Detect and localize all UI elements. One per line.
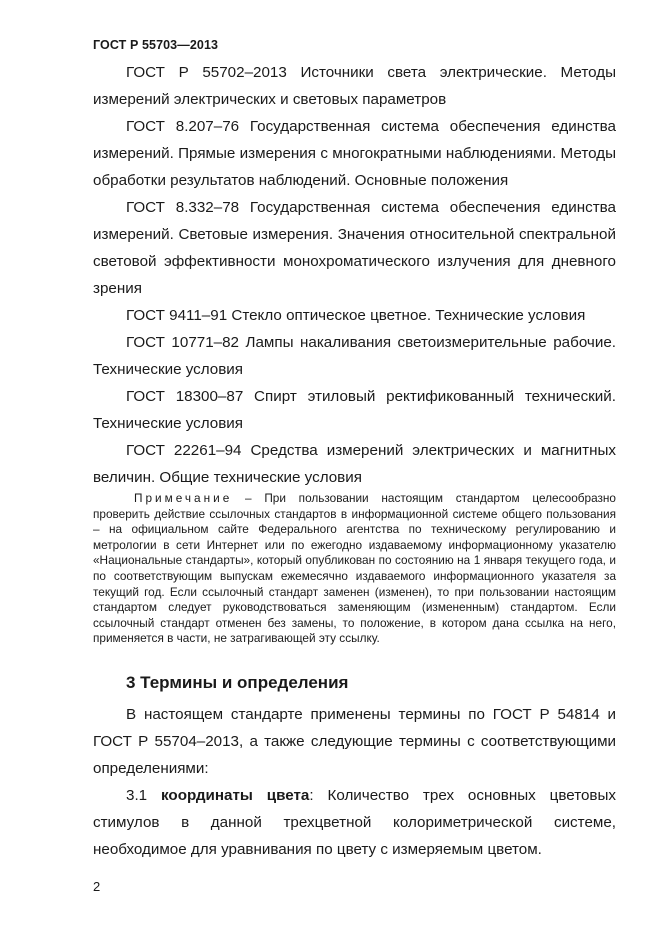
note-block [93,491,616,647]
document-header: ГОСТ Р 55703—2013 [93,38,219,52]
note-text: – При пользовании настоящим стандартом целесообразно проверить действие ссылочных стандартов в информационной системе общего пользования – на официальном сайте Федерального агентства по техническому регулированию и метрологии в сети Интернет или по ежегодно издаваемому информационному указателю «Национальные стандарты», который опубликован по состоянию на 1 января текущего года, и по соответствующим выпускам ежемесячно издаваемого информационного указателя за текущий год. Если ссылочный стандарт заменен (изменен), то при пользовании настоящим стандартом следует руководствоваться заменяющим (измененным) стандартом. Если ссылочный стандарт отменен без замены, то положение, в котором дана ссылка на него, применяется в части, не затрагивающей эту ссылку. [93,491,616,646]
reference-item: ГОСТ 22261–94 Средства измерений электрических и магнитных величин. Общие технические условия [93,442,616,486]
term-number: 3.1 [126,787,162,804]
normative-references [93,59,616,491]
section-intro: В настоящем стандарте применены термины по ГОСТ Р 54814 и ГОСТ Р 55704–2013, а также следующие термины с соответствующими определениями: [93,706,616,777]
reference-item: ГОСТ Р 55702–2013 Источники света электрические. Методы измерений электрических и световых параметров [93,64,616,108]
page-number: 2 [93,879,101,894]
note-label: Примечание [134,491,233,505]
reference-item: ГОСТ 18300–87 Спирт этиловый ректификованный технический. Технические условия [93,388,616,432]
term-entry [93,782,616,863]
reference-item: ГОСТ 9411–91 Стекло оптическое цветное. Технические условия [126,307,586,324]
terms-section [93,701,616,863]
reference-item: ГОСТ 8.207–76 Государственная система обеспечения единства измерений. Прямые измерения с многократными наблюдениями. Методы обработки результатов наблюдений. Основные положения [93,118,616,189]
term-name: координаты цвета [161,787,310,804]
term-definition: : Количество трех основных цветовых стимулов в данной трехцветной колориметрической системе, необходимое для уравнивания по цвету с измеряемым цветом. [93,787,617,858]
reference-item: ГОСТ 8.332–78 Государственная система обеспечения единства измерений. Световые измерения. Значения относительной спектральной световой эффективности монохроматического излучения для дневного зрения [93,199,616,297]
reference-item: ГОСТ 10771–82 Лампы накаливания светоизмерительные рабочие. Технические условия [93,334,616,378]
section-title: 3 Термины и определения [126,673,349,692]
